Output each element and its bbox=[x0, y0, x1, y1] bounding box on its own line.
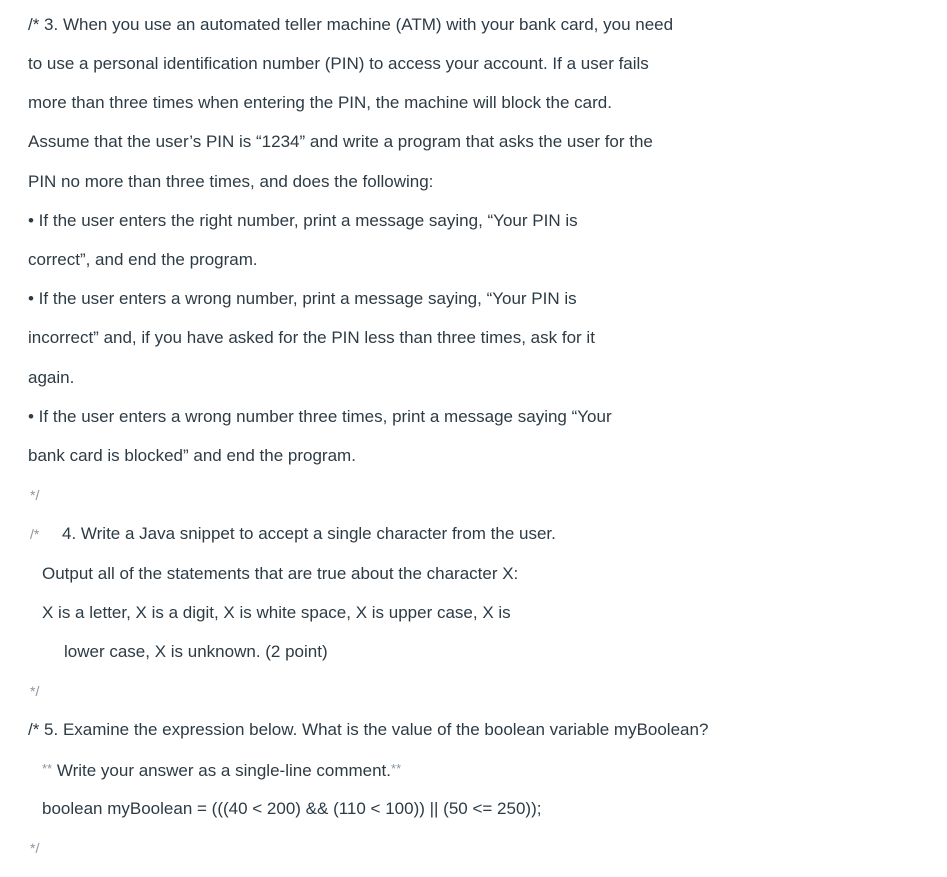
q4-line-3: X is a letter, X is a digit, X is white space, X is upper case, X is bbox=[42, 603, 511, 622]
q3-line-4: Assume that the user’s PIN is “1234” and write a program that asks the user for the bbox=[28, 132, 653, 151]
q3-bullet-2-cont: incorrect” and, if you have asked for the PIN less than three times, ask for it bbox=[28, 328, 595, 347]
q3-line-3: more than three times when entering the PIN, the machine will block the card. bbox=[28, 93, 612, 112]
q5-note: Write your answer as a single-line comment. bbox=[56, 761, 392, 780]
q3-comment-close: */ bbox=[30, 487, 40, 503]
q4-comment-open: /* bbox=[30, 526, 40, 542]
q4-line-2: Output all of the statements that are true about the character X: bbox=[42, 564, 519, 583]
q3-bullet-3-cont: bank card is blocked” and end the program. bbox=[28, 446, 356, 465]
q3-bullet-2: • If the user enters a wrong number, print a message saying, “Your PIN is bbox=[28, 289, 577, 308]
q5-note-line bbox=[42, 757, 401, 781]
q4-title: 4. Write a Java snippet to accept a single character from the user. bbox=[62, 524, 556, 543]
q3-line-2: to use a personal identification number (PIN) to access your account. If a user fails bbox=[28, 54, 649, 73]
q3-bullet-3: • If the user enters a wrong number three times, print a message saying “Your bbox=[28, 407, 612, 426]
q3-line-5: PIN no more than three times, and does the following: bbox=[28, 172, 434, 191]
q4-comment-close: */ bbox=[30, 683, 40, 699]
q5-comment-close: */ bbox=[30, 840, 40, 856]
q4-line-4: lower case, X is unknown. (2 point) bbox=[64, 642, 328, 661]
q3-bullet-2-cont-2: again. bbox=[28, 368, 75, 387]
q5-stars-close: ** bbox=[391, 761, 402, 776]
q5-code: boolean myBoolean = (((40 < 200) && (110 < 100)) || (50 <= 250)); bbox=[42, 799, 542, 818]
q5-title: /* 5. Examine the expression below. What is the value of the boolean variable myBoolean? bbox=[28, 720, 709, 739]
q3-bullet-1: • If the user enters the right number, print a message saying, “Your PIN is bbox=[28, 211, 578, 230]
q3-bullet-1-cont: correct”, and end the program. bbox=[28, 250, 258, 269]
q5-stars-open: ** bbox=[42, 761, 53, 776]
q3-line-1: /* 3. When you use an automated teller machine (ATM) with your bank card, you need bbox=[28, 15, 674, 34]
